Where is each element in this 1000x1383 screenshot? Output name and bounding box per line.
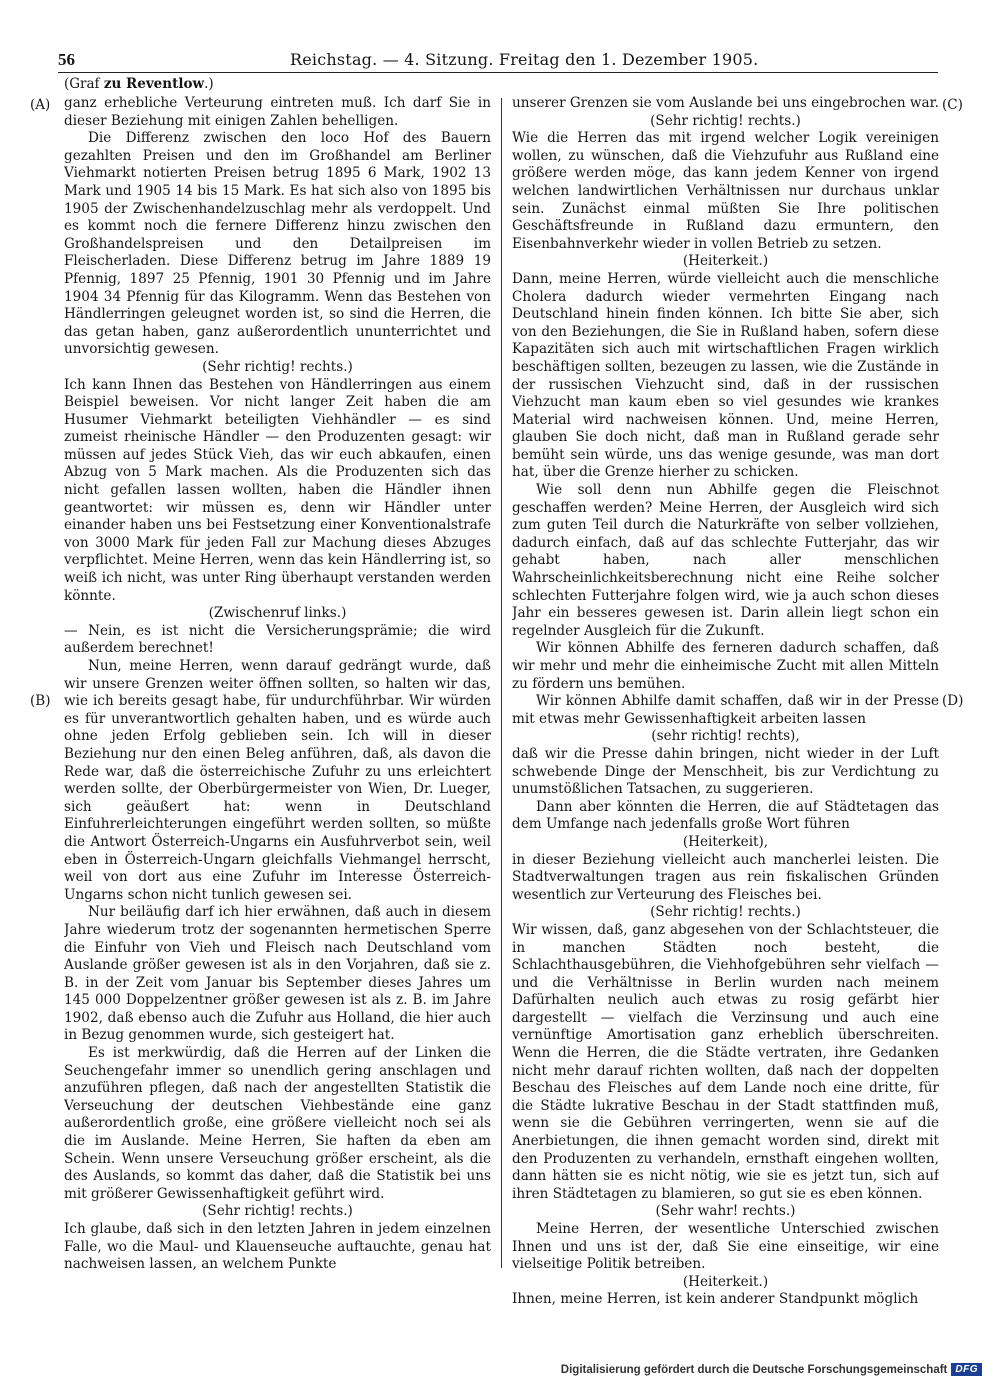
interjection: (Sehr richtig! rechts.) — [202, 358, 353, 375]
footer — [561, 1363, 982, 1376]
dfg-logo: DFG — [951, 1363, 982, 1376]
paragraph: Ich glaube, daß sich in den letzten Jahren in jedem einzelnen Falle, wo die Maul- und Klauenseuche auftauchte, genau hat nachweisen lassen, an welchem Punkte — [64, 1221, 491, 1273]
paragraph: Wie die Herren das mit irgend welcher Logik vereinigen wollen, zu wünschen, daß die Viehzufuhr aus Rußland eine größere werden möge, das kann jedem Kenner von irgend welchen landwirtlichen Verhältnissen nur durchaus unklar sein. Zunächst einmal müßten Sie Ihre politischen Geschäftsfreunde in Rußland dazu ermuntern, den Eisenbahnverkehr wieder in vollen Betrieb zu setzen. — [512, 130, 939, 252]
left-column — [64, 95, 491, 1315]
paragraph: — Nein, es ist nicht die Versicherungsprämie; die wird außerdem berechnet! — [64, 622, 491, 657]
header-rule — [58, 72, 938, 73]
paragraph: Dann, meine Herren, würde vielleicht auch die menschliche Cholera dadurch wieder vermehrten Eingang nach Deutschland hinein finden können. Ich bitte Sie aber, sich von den Beziehungen, die Sie in Rußland haben, sofern diese Kapazitäten sich auch mit wirtschaftlichen Fragen wirklich beschäftigen sollten, bezeugen zu lassen, wie die Zustände in der russischen Viehzucht sind, daß in der russischen Viehzucht man kaum eben so viel gesundes wie krankes Material wird nachweisen können. Und, meine Herren, glauben Sie doch nicht, daß man in Rußland gerade sehr bemüht sein würde, uns das wenige gesunde, was man dort hat, über die Grenze hierher zu schicken. — [512, 270, 939, 481]
margin-marker-d: (D) — [942, 693, 964, 709]
interjection: (Sehr richtig! rechts.) — [202, 1203, 353, 1220]
interjection: (Sehr richtig! rechts.) — [650, 904, 801, 921]
paragraph: Nur beiläufig darf ich hier erwähnen, daß auch in diesem Jahre wiederum trotz der sogenannten hermetischen Sperre die Einfuhr von Vieh und Fleisch nach Deutschland vom Auslande größer gewesen ist als in den Vorjahren, daß sie z. B. in der Zeit vom Januar bis September dieses Jahres um 145 000 Doppelzentner größer gewesen ist als z. B. im Jahre 1902, daß ebenso auch die Zufuhr aus Holland, die hier auch in Bezug genommen wurde, sich gesteigert hat. — [64, 904, 491, 1044]
paragraph: Es ist merkwürdig, daß die Herren auf der Linken die Seuchengefahr immer so unendlich gering anschlagen und anzuführen pflegen, daß nach der angestellten Statistik die Verseuchung der deutschen Viehbestände eine ganz außerordentlich große, eine größere vielleicht noch sei als die im Auslande. Meine Herren, Sie haften da eben am Schein. Wenn unsere Verseuchung größer erscheint, als die des Auslands, so kommt das daher, daß die Statistik bei uns mit größerer Gewissenhaftigkeit geführt wird. — [64, 1045, 491, 1202]
interjection: (Heiterkeit.) — [682, 1273, 769, 1290]
paragraph: Meine Herren, der wesentliche Unterschied zwischen Ihnen und uns ist der, daß Sie eine einseitige, wir eine vielseitige Politik betreiben. — [512, 1221, 939, 1273]
paragraph: Wir wissen, daß, ganz abgesehen von der Schlachtsteuer, die in manchen Städten noch besteht, die Schlachthausgebühren, die Viehhofgebühren sehr vielfach — und die Verhältnisse in Berlin wurden nach meinem Dafürhalten neulich auch etwas zu rosig gefärbt hier dargestellt — vielfach die Verzinsung und auch eine vernünftige Amortisation ganz erheblich überschreiten. Wenn die Herren, die die Städte vertraten, ihre Gedanken nicht mehr darauf richten wollten, daß nach der doppelten Beschau des Fleisches auf dem Lande noch eine dritte, für die Städte lukrative Beschau in der Stadt stattfinden muß, wenn sie die Gebühren verringerten, wenn sie auf die Anerbietungen, die ihnen gemacht worden sind, direkt mit den Produzenten zu verhandeln, ernsthaft eingehen wollten, dann hätten sie es nicht nötig, wie sie es jetzt tun, sich auf ihren Städtetagen zu blamieren, so gut sie es eben können. — [512, 921, 939, 1202]
margin-marker-a: (A) — [30, 97, 51, 113]
paragraph: Ich kann Ihnen das Bestehen von Händlerringen aus einem Beispiel beweisen. Vor nicht langer Zeit haben die am Husumer Viehmarkt beteiligten Viehhändler — es sind zumeist rheinische Händler — den Produzenten gesagt: wir müssen auf jedes Stück Vieh, das wir euch abkaufen, einen Abzug von 5 Mark machen. Als die Produzenten sich das nicht gefallen lassen wollten, haben die Händler ihnen geantwortet: wir müssen es, denn wir Händler unter einander haben uns bei Festsetzung einer Konventionalstrafe von 3000 Mark für jeden Fall zur Machung dieses Abzuges verpflichtet. Meine Herren, wenn das kein Händlerring ist, so weiß ich nicht, was unter Ring überhaupt verstanden werden könnte. — [64, 376, 491, 604]
paragraph: Wir können Abhilfe des ferneren dadurch schaffen, daß wir mehr und mehr die einheimische Zucht mit allen Mitteln zu fördern uns bemühen. — [512, 640, 939, 692]
paragraph: unserer Grenzen sie vom Auslande bei uns eingebrochen war. — [512, 95, 939, 111]
page-header-title: Reichstag. — 4. Sitzung. Freitag den 1. Dezember 1905. — [290, 50, 759, 69]
speaker-line — [64, 75, 214, 93]
margin-marker-b: (B) — [30, 693, 51, 709]
interjection: (Heiterkeit.) — [682, 253, 769, 270]
interjection: (sehr richtig! rechts), — [651, 728, 800, 745]
page-number: 56 — [58, 50, 75, 69]
interjection: (Heiterkeit), — [682, 833, 769, 850]
paragraph: ganz erhebliche Verteurung eintreten muß. Ich darf Sie in dieser Beziehung mit einigen Zahlen behelligen. — [64, 95, 491, 129]
interjection: (Zwischenruf links.) — [208, 605, 347, 622]
interjection: (Sehr wahr! rechts.) — [655, 1203, 796, 1220]
column-divider — [501, 98, 502, 1268]
paragraph: Wir können Abhilfe damit schaffen, daß wir in der Presse mit etwas mehr Gewissenhaftigkeit arbeiten lassen — [512, 693, 939, 727]
speaker-name: zu Reventlow — [103, 76, 205, 92]
paragraph: Nun, meine Herren, wenn darauf gedrängt wurde, daß wir unsere Grenzen weiter öffnen sollten, so halten wir das, wie ich bereits gesagt habe, für undurchführbar. Wir würden es für unverantwortlich gehalten haben, und es würde auch ohne jeden Erfolg geblieben sein. Ich will in dieser Beziehung nur den einen Beleg anführen, daß, als davon die Rede war, daß die österreichische Zufuhr zu uns erleichtert werden sollte, der Oberbürgermeister von Wien, Dr. Lueger, sich geäußert hat: wenn in Deutschland Einfuhrerleichterungen eingeführt werden sollten, so müßte die Antwort Österreich-Ungarns ein Ausfuhrverbot sein, weil eben in Österreich-Ungarn gleichfalls Viehmangel herrscht, weil von dort aus eine Zufuhr im Interesse Österreich-Ungarns schon nicht tunlich gewesen sei. — [64, 658, 491, 903]
interjection: (Sehr richtig! rechts.) — [650, 112, 801, 129]
footer-text: Digitalisierung gefördert durch die Deutsche Forschungsgemeinschaft — [560, 1363, 948, 1376]
paragraph: in dieser Beziehung vielleicht auch mancherlei leisten. Die Stadtverwaltungen tragen aus rein fiskalischen Gründen wesentlich zur Verteurung des Fleisches bei. — [512, 851, 939, 903]
paragraph: daß wir die Presse dahin bringen, nicht wieder in der Luft schwebende Dinge der Menschheit, bis zur Verdichtung zu unumstößlichen Tatsachen, zu suggerieren. — [512, 745, 939, 798]
speaker-prefix: (Graf — [64, 76, 104, 92]
paragraph: Die Differenz zwischen den loco Hof des Bauern gezahlten Preisen und den im Großhandel am Berliner Viehmarkt notierten Preisen betrug 1895 6 Mark, 1902 13 Mark und 1905 14 bis 15 Mark. Es hat sich also von 1895 bis 1905 der Zwischenhandelzuschlag mehr als verdoppelt. Und es kommt noch die fernere Differenz hinzu zwischen den Großhandelspreisen und den Detailpreisen im Fleischerladen. Diese Differenz betrug im Jahre 1889 19 Pfennig, 1897 25 Pfennig, 1901 30 Pfennig und im Jahre 1904 34 Pfennig für das Kilogramm. Wenn das Bestehen von Händlerringen geleugnet worden ist, so sind die Herren, die das getan haben, ganz außerordentlich ununterrichtet und unvorsichtig gewesen. — [64, 130, 491, 358]
paragraph: Dann aber könnten die Herren, die auf Städtetagen das dem Umfange nach jedenfalls große Wort führen — [512, 798, 939, 833]
margin-marker-c: (C) — [942, 97, 963, 113]
speaker-suffix: .) — [204, 76, 214, 92]
paragraph: Ihnen, meine Herren, ist kein anderer Standpunkt möglich — [512, 1291, 919, 1308]
right-column — [512, 95, 939, 1315]
paragraph: Wie soll denn nun Abhilfe gegen die Fleischnot geschaffen werden? Meine Herren, der Ausgleich wird sich zum guten Teil durch die Naturkräfte von selber vollziehen, dadurch einfach, daß auf das schlechte Futterjahr, das wir gehabt haben, nach aller menschlichen Wahrscheinlichkeitsberechnung nicht eine Reihe solcher schlechten Futterjahre folgen wird, wie ja auch schon dieses Jahr ein besseres gewesen ist. Darin allein liegt schon ein regelnder Ausgleich für die Zukunft. — [512, 482, 939, 639]
